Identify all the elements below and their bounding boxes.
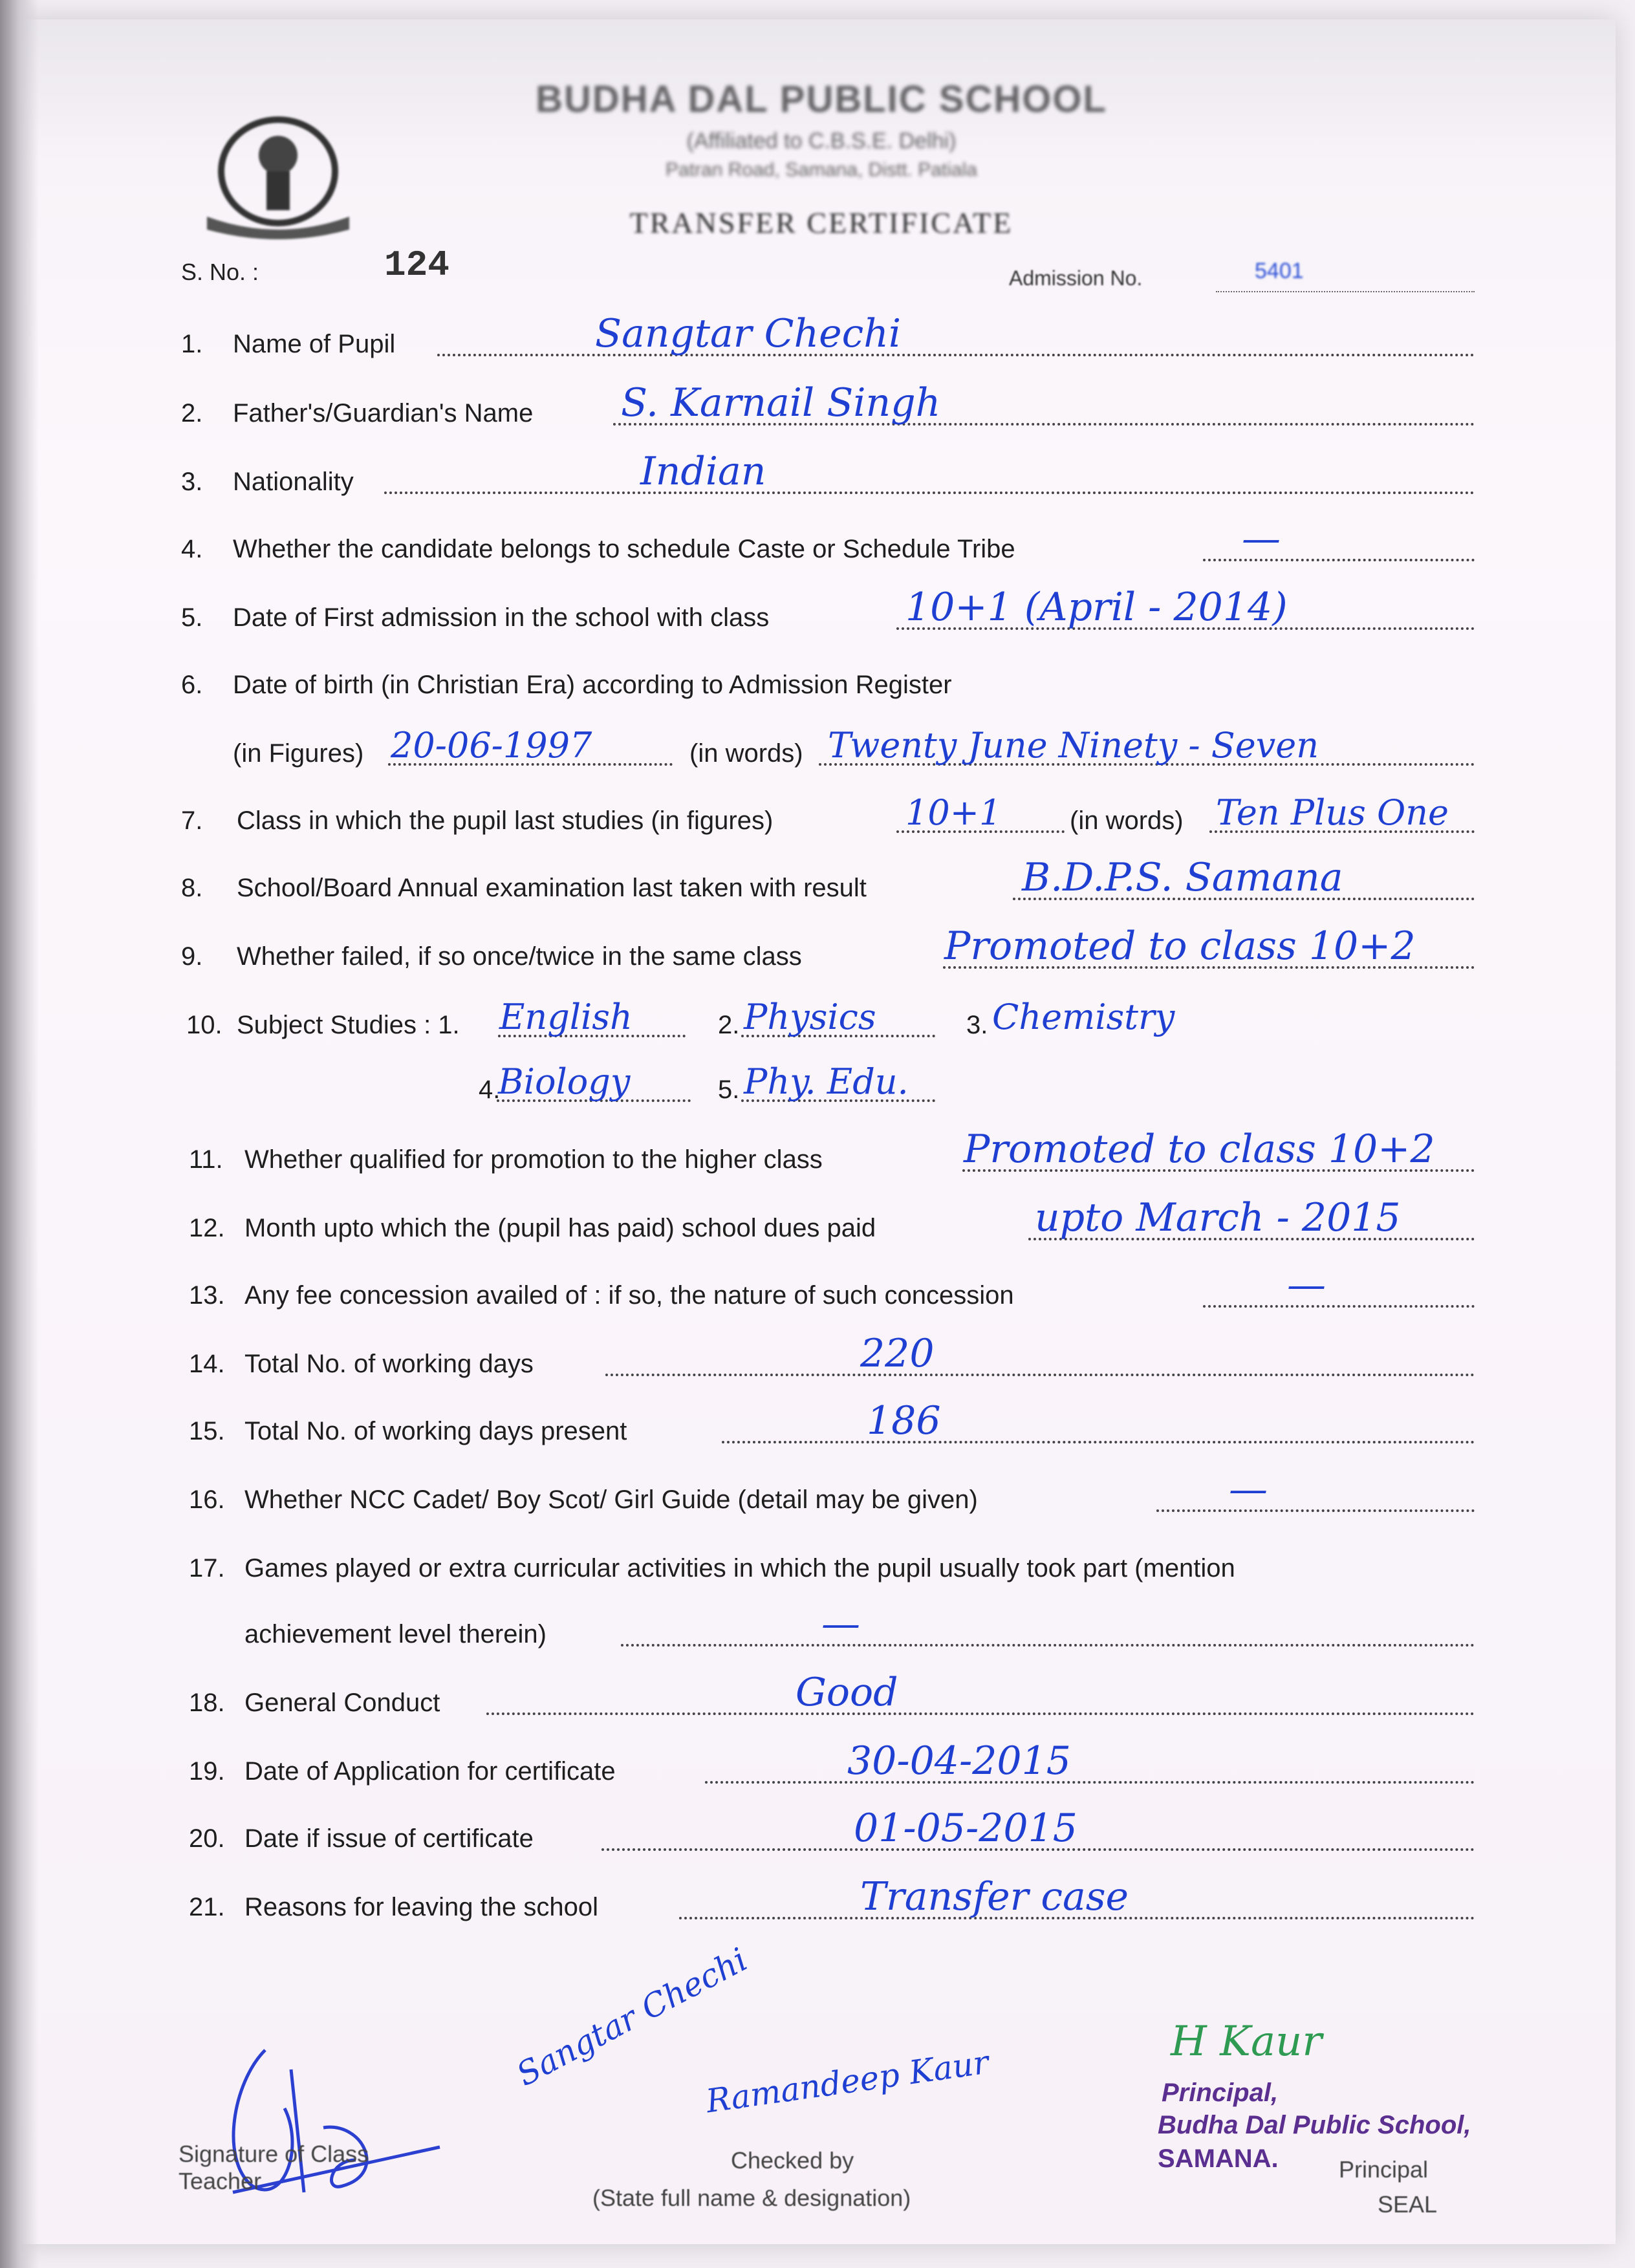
field-label: Name of Pupil (233, 330, 396, 358)
seal-label: SEAL (1378, 2191, 1438, 2218)
field-row-10-b (0, 1061, 1635, 1111)
field-row-5 (0, 585, 1635, 639)
dotted-line (486, 1712, 1475, 1715)
field-value: 186 (867, 1398, 941, 1443)
subject-4-label: 4. (479, 1075, 501, 1104)
field-row-20 (0, 1806, 1635, 1860)
field-label: Total No. of working days present (244, 1417, 627, 1445)
subject-2-value: Physics (744, 997, 876, 1037)
school-name: BUDHA DAL PUBLIC SCHOOL (536, 78, 1107, 120)
checked-by-label: Checked by (731, 2147, 854, 2174)
field-value: upto March - 2015 (1035, 1195, 1401, 1240)
field-value: Sangtar Chechi (595, 311, 902, 356)
dob-words-label: (in words) (689, 739, 803, 768)
field-row-4 (0, 516, 1635, 570)
field-label: achievement level therein) (244, 1620, 547, 1648)
admission-number-line (1216, 291, 1475, 292)
field-label: Date of Application for certificate (244, 1757, 616, 1786)
serial-number-value: 124 (384, 244, 449, 286)
field-label: Whether the candidate belongs to schedule Caste or Schedule Tribe (233, 535, 1015, 563)
class-teacher-label: Signature of Class Teacher (179, 2141, 369, 2194)
subject-3-value: Chemistry (992, 997, 1175, 1037)
field-row-6 (0, 661, 1635, 706)
subject-5-label: 5. (718, 1075, 740, 1104)
dotted-line (722, 1441, 1475, 1443)
field-number: 10. (186, 1011, 222, 1039)
field-number: 11. (189, 1145, 223, 1174)
field-row-10 (0, 997, 1635, 1046)
dotted-line (1156, 1509, 1475, 1512)
field-value: 10+1 (April - 2014) (905, 585, 1288, 630)
field-number: 17. (189, 1554, 225, 1582)
field-number: 5. (181, 603, 203, 632)
pupil-signature: Sangtar Chechi (510, 1940, 753, 2094)
field-value: — (1229, 1467, 1268, 1512)
field-row-21 (0, 1874, 1635, 1928)
field-row-17 (0, 1544, 1635, 1590)
dotted-line (437, 354, 1475, 356)
field-label: School/Board Annual examination last taken with result (237, 874, 867, 902)
field-label: Games played or extra curricular activities in which the pupil usually took part (mention (244, 1554, 1235, 1582)
field-label: Class in which the pupil last studies (in figures) (237, 806, 774, 835)
field-number: 1. (181, 330, 203, 358)
field-number: 20. (189, 1824, 225, 1853)
field-row-12 (0, 1195, 1635, 1249)
field-number: 19. (189, 1757, 225, 1786)
dotted-line (605, 1374, 1475, 1376)
field-row-8 (0, 855, 1635, 909)
school-address: Patran Road, Samana, Distt. Patiala (666, 159, 977, 180)
field-number: 4. (181, 535, 203, 563)
field-label: Whether qualified for promotion to the higher class (244, 1145, 823, 1174)
field-row-16 (0, 1467, 1635, 1521)
field-label: Whether NCC Cadet/ Boy Scot/ Girl Guide (detail may be given) (244, 1485, 978, 1514)
field-value: — (1242, 516, 1281, 561)
field-label: Total No. of working days (244, 1350, 534, 1378)
field-number: 13. (189, 1281, 225, 1310)
field-number: 16. (189, 1485, 225, 1514)
field-value: — (1287, 1262, 1326, 1308)
field-row-6-dob (0, 725, 1635, 775)
field-label: Date of First admission in the school with class (233, 603, 770, 632)
field-value: Transfer case (860, 1874, 1129, 1919)
field-number: 21. (189, 1893, 225, 1921)
field-number: 15. (189, 1417, 225, 1445)
field-label: Date of birth (in Christian Era) according to Admission Register (233, 671, 952, 699)
field-label: Father's/Guardian's Name (233, 399, 534, 427)
dob-words-value: Twenty June Ninety - Seven (828, 725, 1319, 766)
field-row-13 (0, 1262, 1635, 1317)
field-row-15 (0, 1398, 1635, 1453)
school-affiliation: (Affiliated to C.B.S.E. Delhi) (686, 129, 957, 153)
field-number: 2. (181, 399, 203, 427)
field-row-9 (0, 923, 1635, 978)
field-row-1 (0, 311, 1635, 365)
field-row-11 (0, 1127, 1635, 1181)
field-row-7 (0, 792, 1635, 842)
field-value: B.D.P.S. Samana (1022, 855, 1343, 900)
school-logo-icon (194, 110, 362, 246)
field-value: 30-04-2015 (847, 1738, 1071, 1784)
field-value: 10+1 (905, 792, 1002, 833)
state-full-name-label: (State full name & designation) (592, 2185, 911, 2211)
field-row-3 (0, 449, 1635, 503)
serial-number-label: S. No. : (181, 259, 259, 285)
dotted-line (384, 491, 1475, 494)
subject-1-value: English (499, 997, 633, 1037)
field-number: 9. (181, 942, 203, 971)
dob-figures-value: 20-06-1997 (391, 725, 592, 766)
principal-signature: H Kaur (1171, 2018, 1322, 2066)
principal-label: Principal (1339, 2156, 1429, 2183)
field-value: Promoted to class 10+2 (944, 923, 1416, 969)
field-value: S. Karnail Singh (621, 380, 941, 426)
field-number: 14. (189, 1350, 225, 1378)
admission-number-value: 5401 (1255, 259, 1304, 283)
field-value: Promoted to class 10+2 (964, 1127, 1435, 1172)
field-value: 01-05-2015 (854, 1806, 1077, 1851)
field-value: Indian (640, 449, 766, 494)
field-value: — (821, 1601, 860, 1647)
field-value-2: Ten Plus One (1216, 792, 1449, 833)
dotted-line (621, 1644, 1475, 1647)
field-number: 3. (181, 468, 203, 496)
dotted-line (705, 1781, 1475, 1784)
subject-4-value: Biology (498, 1061, 631, 1102)
field-label: Any fee concession availed of : if so, the nature of such concession (244, 1281, 1014, 1310)
field-row-17-b (0, 1601, 1635, 1656)
field-label: Month upto which the (pupil has paid) school dues paid (244, 1214, 876, 1242)
field-label: General Conduct (244, 1689, 440, 1717)
subject-5-value: Phy. Edu. (744, 1061, 909, 1102)
subject-3-label: 3. (966, 1011, 988, 1039)
dob-figures-label: (in Figures) (233, 739, 364, 768)
field-row-19 (0, 1738, 1635, 1793)
principal-stamp-line2: Budha Dal Public School, (1158, 2111, 1471, 2139)
field-label: Date if issue of certificate (244, 1824, 534, 1853)
field-label-2: (in words) (1070, 806, 1184, 835)
field-label: Nationality (233, 468, 354, 496)
field-label: Whether failed, if so once/twice in the same class (237, 942, 802, 971)
subject-2-label: 2. (718, 1011, 740, 1039)
field-row-2 (0, 380, 1635, 435)
field-number: 6. (181, 671, 203, 699)
field-label: Reasons for leaving the school (244, 1893, 598, 1921)
field-row-18 (0, 1670, 1635, 1724)
field-row-14 (0, 1331, 1635, 1385)
checker-signature: Ramandeep Kaur (704, 2043, 991, 2121)
field-number: 8. (181, 874, 203, 902)
dotted-line (1203, 1305, 1475, 1308)
field-number: 18. (189, 1689, 225, 1717)
principal-stamp-line3: SAMANA. (1158, 2144, 1279, 2173)
field-value: Good (796, 1670, 898, 1715)
admission-number-label: Admission No. (1009, 266, 1143, 290)
certificate-title: TRANSFER CERTIFICATE (629, 206, 1013, 239)
principal-stamp-line1: Principal, (1162, 2079, 1279, 2107)
field-number: 7. (181, 806, 203, 835)
field-number: 12. (189, 1214, 225, 1242)
field-label: Subject Studies : 1. (237, 1011, 460, 1039)
field-value: 220 (860, 1331, 935, 1376)
